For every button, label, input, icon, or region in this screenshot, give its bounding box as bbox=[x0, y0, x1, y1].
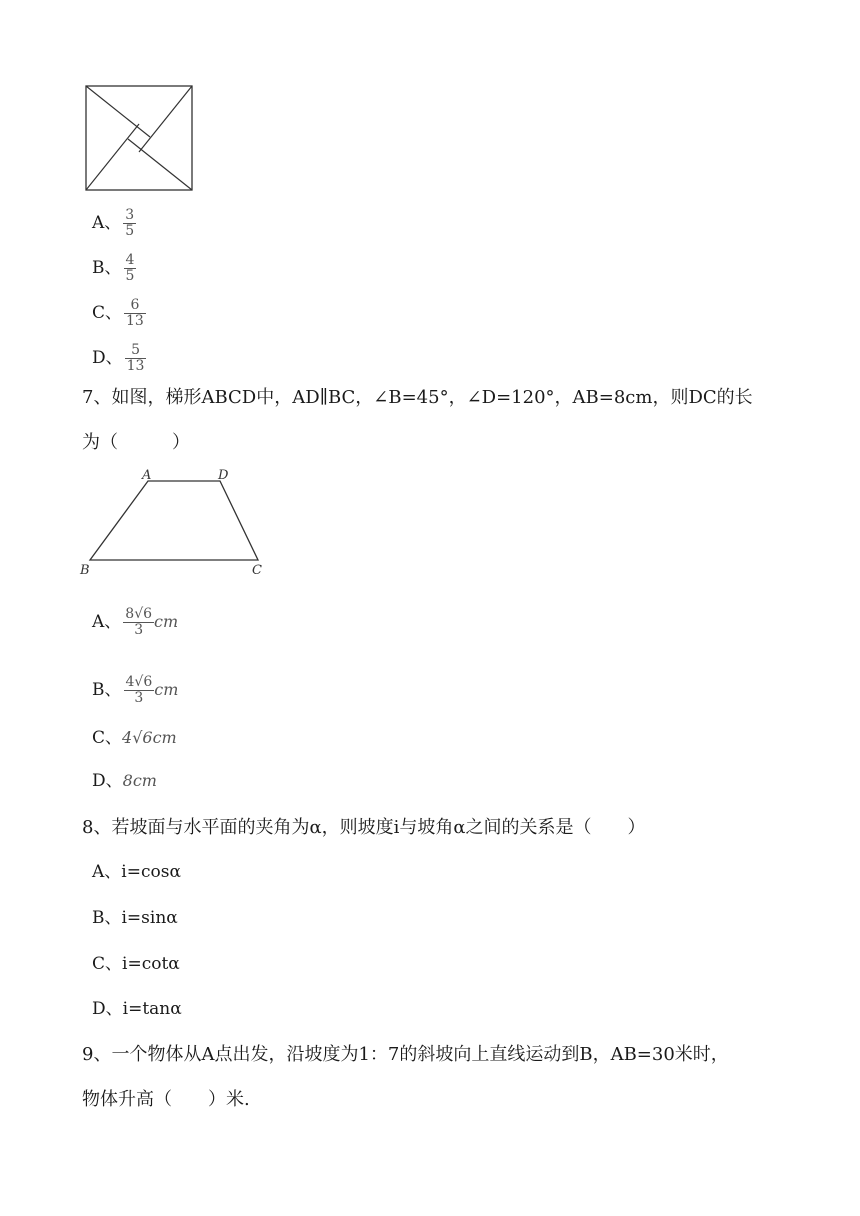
q7-option-c: C、4√6cm bbox=[92, 728, 177, 748]
q8-option-b: B、i=sinα bbox=[92, 908, 178, 928]
q8-stem: 8、若坡面与水平面的夹角为α，则坡度i与坡角α之间的关系是（ ） bbox=[82, 817, 646, 838]
q9-stem-line1: 9、一个物体从A点出发，沿坡度为1：7的斜坡向上直线运动到B，AB=30米时， bbox=[82, 1044, 729, 1065]
q6-option-a: A、 $\frac{3}{5}$ bbox=[92, 207, 135, 239]
q8-option-d: D、i=tanα bbox=[92, 999, 182, 1019]
q6-option-b: B、 $\frac{4}{5}$ bbox=[92, 252, 135, 284]
q8-option-a: A、i=cosα bbox=[92, 862, 181, 882]
q7-option-a: A、 $\frac{8√6}{3}$ cm bbox=[92, 606, 179, 638]
q7-stem-line2: 为（ ） bbox=[82, 432, 190, 453]
vertex-label-c: C bbox=[252, 563, 262, 578]
square-pinwheel-figure bbox=[84, 84, 196, 192]
trapezoid-figure bbox=[78, 466, 268, 578]
vertex-label-b: B bbox=[80, 563, 90, 578]
q8-option-c: C、i=cotα bbox=[92, 954, 180, 974]
q9-stem-line2: 物体升高（ ）米. bbox=[82, 1089, 250, 1110]
q7-option-b: B、 $\frac{4√6}{3}$ cm bbox=[92, 674, 179, 706]
q7-stem-line1: 7、如图，梯形ABCD中，AD∥BC，∠B=45°，∠D=120°，AB=8cm，则DC的长 bbox=[82, 387, 753, 408]
q7-option-d: D、8cm bbox=[92, 771, 157, 791]
q6-option-d: D、 $\frac{5}{13}$ bbox=[92, 342, 145, 374]
q6-option-c: C、 $\frac{6}{13}$ bbox=[92, 297, 144, 329]
vertex-label-a: A bbox=[142, 468, 152, 483]
vertex-label-d: D bbox=[218, 468, 229, 483]
